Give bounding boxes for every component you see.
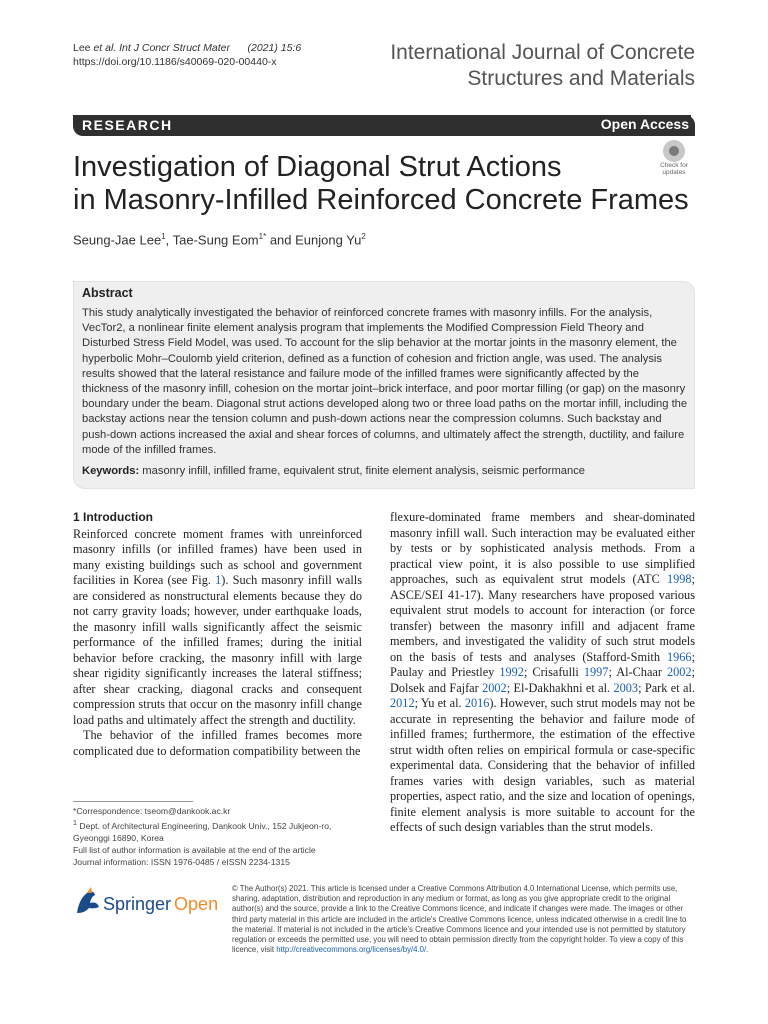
article-title: [73, 151, 689, 217]
author-affiliation-mark: 2: [361, 232, 366, 241]
author-info-note: Full list of author information is available at the end of the article: [73, 844, 316, 855]
paragraph-text: ). However, such strut models may not be accurate in representing the behavior and failure mode of infilled frames; furthermore, the estimation of the effective strut width often relies on empirical formula or case-specific experimental data. Considering that the behavior of infilled frames varies with design variables, such as material properties, aspect ratio, and the size and location of openings, finite element analysis is more suitable to account for the effects of such design variables than the strut models.: [390, 696, 695, 834]
license-link[interactable]: http://creativecommons.org/licenses/by/4.0/: [276, 945, 427, 955]
figure-reference-link[interactable]: 1: [215, 573, 222, 587]
paragraph-text: ; Yu et al.: [414, 696, 465, 710]
article-title-line2: in Masonry-Infilled Reinforced Concrete Frames: [73, 184, 689, 216]
affiliation-text: Dept. of Architectural Engineering, Dankook Univ., 152 Jukjeon-ro, Gyeonggi 16890, Korea: [73, 820, 332, 843]
footnote-divider: [73, 801, 193, 802]
author-separator: and: [266, 232, 296, 248]
paragraph-text: flexure-dominated frame members and shear-dominated masonry infill wall. Such interaction may be evaluated either by tests or by sophisticated analysis methods. From a practical view point, it is also possible to use simplified approaches, such as equivalent strut models (ATC: [390, 510, 695, 586]
paragraph-text: ; Paulay and Priestley: [390, 649, 695, 679]
keywords-list: masonry infill, infilled frame, equivalent strut, finite element analysis, seismic performance: [139, 465, 586, 477]
paragraph-text: ; Crisafulli: [523, 665, 584, 679]
citation-line: [73, 41, 301, 55]
intro-paragraph-1: [73, 527, 362, 729]
paragraph-text: ; Al-Chaar: [608, 665, 667, 679]
springer-wordmark: Springer Open: [103, 894, 219, 914]
intro-paragraph-2: The behavior of the infilled frames becomes more complicated due to deformation compatibility between the: [73, 728, 362, 758]
paragraph-text: ; El-Dakhakhni et al.: [506, 680, 614, 695]
abstract-text: This study analytically investigated the behavior of reinforced concrete frames with masonry infills. For the analysis, VecTor2, a nonlinear finite element analysis program that implements the Modified Compression Field Theory and Disturbed Stress Field Model, was used. To account for the slip behavior at the mortar joints in the masonry element, the hyperbolic Mohr–Coulomb yield criterion, defined as a function of cohesion and friction angle, was used. The analysis results showed that the lateral resistance and failure mode of the infilled frames were significantly affected by the thickness of the masonry infill, cohesion on the mortar joint–brick interface, and poor mortar filling (or gap) on the masonry boundary under the beam. Diagonal strut actions developed along two or three load paths on the mortar infill, including the backstay actions near the tension column and push-down actions near the compression columns. Such backstay and push-down actions increased the axial and shear forces of columns, and ultimately affect the strength, ductility, and failure mode of the infilled frames.: [82, 307, 688, 456]
keywords: [82, 464, 688, 479]
journal-name: [390, 40, 695, 92]
citation-link[interactable]: 2002: [667, 665, 692, 679]
citation-link[interactable]: 2003: [613, 680, 639, 695]
check-for-updates-badge[interactable]: [653, 140, 695, 180]
correspondence-note: *Correspondence: tseom@dankook.ac.kr: [73, 806, 231, 816]
citation-header: [73, 41, 301, 69]
footnotes: [73, 805, 362, 868]
check-updates-icon: [663, 140, 685, 162]
journal-name-line1: International Journal of Concrete: [390, 41, 695, 64]
springer-open-logo: [73, 883, 223, 923]
keywords-label: Keywords:: [82, 465, 140, 477]
paragraph-text: ; Dolsek and Fajfar: [390, 665, 696, 695]
journal-name-line2: Structures and Materials: [467, 67, 695, 90]
abstract-heading: Abstract: [82, 286, 133, 300]
intro-paragraph-continued: [390, 510, 695, 836]
body-column-left: [73, 510, 362, 759]
citation-journal: et al. Int J Concr Struct Mater: [93, 42, 230, 54]
badge-line1: Check for: [660, 162, 688, 169]
paragraph-text: Reinforced concrete moment frames with unreinforced masonry infills (or infilled frames) have been used in many existing buildings such as school and government facilities in Korea (see Fig.: [73, 526, 362, 587]
citation-link[interactable]: 1966: [666, 649, 692, 664]
springer-horse-icon: [73, 883, 223, 923]
author-separator: ,: [165, 232, 173, 248]
doi-link[interactable]: https://doi.org/10.1186/s40069-020-00440-x: [73, 56, 277, 68]
author-name[interactable]: Tae-Sung Eom: [172, 232, 259, 248]
citation-link[interactable]: 2016: [464, 696, 490, 710]
paragraph-text: ). Such masonry infill walls are considered as nonstructural elements because they do not carry gravity loads; however, under earthquake loads, the masonry infill walls significantly affect the seismic performance of the infilled frames; during the initial behavior before cracking, the masonry infill with large shear rigidity significantly increases the lateral stiffness; after shear cracking, diagonal cracks and consequent compression struts that occur on the masonry infill change load paths and ultimately affect the strength and ductility.: [73, 573, 362, 727]
article-title-line1: Investigation of Diagonal Strut Actions: [73, 151, 562, 183]
citation-link[interactable]: 2012: [390, 696, 415, 710]
open-access-label: Open Access: [600, 116, 689, 132]
research-label: RESEARCH: [82, 117, 173, 133]
affiliation-mark: 1: [73, 819, 77, 827]
license-text: [232, 884, 695, 955]
body-column-right: [390, 510, 695, 836]
citation-link[interactable]: 1998: [666, 572, 692, 586]
citation-year-volume: (2021) 15:6: [247, 42, 302, 54]
author-list: [73, 232, 366, 247]
author-name[interactable]: Seung-Jae Lee: [73, 232, 162, 248]
affiliation-note: [73, 817, 362, 844]
citation-link[interactable]: 1992: [499, 665, 524, 679]
license-end: .: [426, 945, 429, 955]
abstract-box: [73, 281, 695, 489]
paragraph-text: ; ASCE/SEI 41-17). Many researchers have proposed various equivalent strut models to account for interaction (or force transfer) between the masonry infill and adjacent frame members, and investigated the validity of such strut models on the basis of tests and analyses (Stafford-Smith: [390, 572, 695, 664]
citation-link[interactable]: 1997: [583, 665, 609, 679]
section-heading-introduction: 1 Introduction: [73, 510, 153, 524]
badge-line2: updates: [662, 169, 686, 176]
journal-info-note: Journal information: ISSN 1976-0485 / eISSN 2234-1315: [73, 856, 290, 867]
author-name[interactable]: Eunjong Yu: [295, 232, 362, 248]
license-body: © The Author(s) 2021. This article is licensed under a Creative Commons Attribution 4.0 International License, which permits use, sharing, adaptation, distribution and reproduction in any medium or format, as long as you give appropriate credit to the original author(s) and the source, provide a link to the Creative Commons licence, and indicate if changes were made. The images or other third party material in this article are included in the article's Creative Commons licence, unless indicated otherwise in a credit line to the material. If material is not included in the article's Creative Commons licence and your intended use is not permitted by statutory regulation or exceeds the permitted use, you will need to obtain permission directly from the copyright holder. To view a copy of this licence, visit: [232, 884, 687, 955]
author-affiliation-mark: 1: [161, 232, 166, 241]
paragraph-text: ; Park et al.: [638, 680, 695, 695]
citation-link[interactable]: 2002: [482, 680, 507, 695]
article-type-banner: [73, 115, 695, 136]
author-affiliation-mark: 1*: [258, 232, 267, 241]
citation-authors: Lee: [73, 42, 94, 54]
